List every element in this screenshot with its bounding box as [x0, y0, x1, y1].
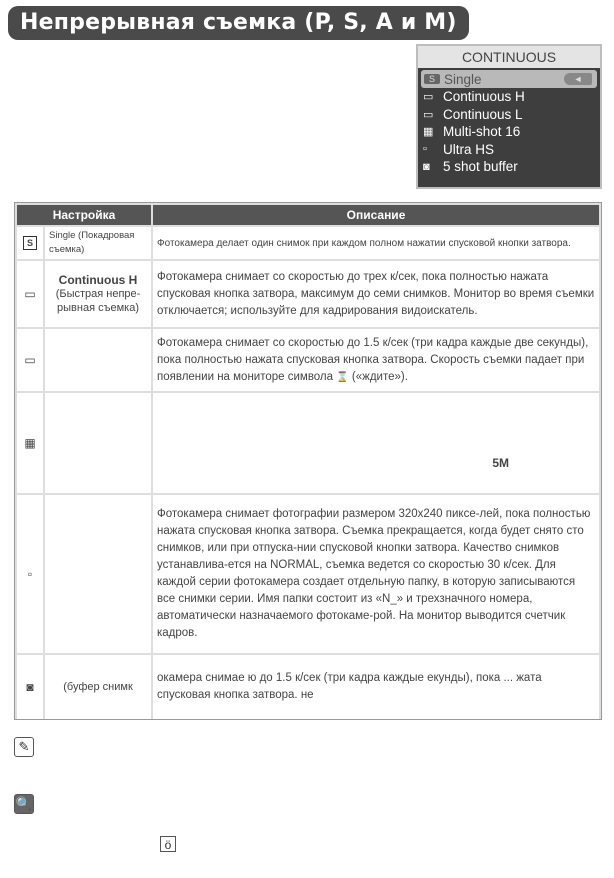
- menu-item-label: Single: [444, 71, 482, 87]
- setting-name-sub: (Быстрая непре- рывная съемка): [55, 288, 141, 314]
- table-row: [17, 227, 599, 259]
- setting-description: Фотокамера снимает фотографии размером 320x240 пиксе-лей, пока полностью нажата спусковая кнопка затвора. Съемка прекращается, когда будет снято сто снимков, или при отпуска-нии спусковой кнопки затвора. Качество снимков устанавлива-ется на NORMAL, съемка ведется со скоростью 30 к/сек. Для каждой серии фотокамера создает отдельную папку, в которую записываются все снимки серии. Имя папки состоит из «N_» и трехзначного номера, автоматически назначаемого фотокаме-рой. На монитор выводится счетчик кадров.: [153, 495, 599, 653]
- continuous-icon: ▭: [17, 261, 43, 327]
- continuous-icon: ▭: [423, 91, 434, 104]
- setting-name: Single (Покадровая съемка): [45, 227, 151, 259]
- owl-icon: ö: [160, 836, 176, 852]
- setting-description: Фотокамера делает один снимок при каждом полном нажатии спусковой кнопки затвора.: [153, 227, 599, 259]
- 5m-icon: 5M: [492, 455, 509, 470]
- ultra-hs-icon: ▫: [17, 495, 43, 653]
- table-row: [17, 261, 599, 327]
- menu-item-label: Multi-shot 16: [443, 124, 521, 140]
- page-title: Непрерывная съемка (P, S, A и M): [8, 6, 469, 40]
- menu-item-ultra-hs[interactable]: [418, 141, 600, 159]
- menu-item-label: 5 shot buffer: [443, 159, 518, 175]
- continuous-menu: [416, 44, 602, 189]
- menu-item-label: Continuous L: [443, 106, 523, 122]
- menu-item-multi-shot[interactable]: [418, 123, 600, 141]
- setting-description: окамера снимае ю до 1.5 к/сек (три кадра каждые екунды), пока ... жата спусковая кнопка затвора. не: [153, 655, 599, 719]
- menu-item-continuous-h[interactable]: [418, 88, 600, 106]
- pencil-icon: ✎: [14, 737, 34, 757]
- setting-description-end: («ждите»).: [351, 370, 408, 383]
- buffer-icon: ◙: [17, 655, 43, 719]
- hourglass-icon: ⌛: [336, 371, 349, 383]
- menu-item-label: Continuous H: [443, 89, 525, 105]
- back-icon: ◄: [564, 73, 592, 85]
- table-row: [17, 329, 599, 391]
- table-row: [17, 655, 599, 719]
- setting-name: [45, 329, 151, 391]
- multi-shot-icon: ▦: [17, 393, 43, 493]
- multi-shot-icon: ▦: [423, 126, 434, 139]
- table-row: [17, 495, 599, 653]
- setting-name: (буфер снимк: [45, 655, 151, 719]
- setting-description: Фотокамера снимает со скоростью до трех к/сек, пока полностью нажата спусковая кнопка затвора, максимум до семи снимков. Монитор во время съемки отключается; используйте для кадрирования видоискатель.: [153, 261, 599, 327]
- menu-item-label: Ultra HS: [443, 141, 495, 157]
- menu-item-single[interactable]: [421, 70, 597, 88]
- single-frame-icon: S: [23, 236, 37, 250]
- table-header-setting: Настройка: [17, 205, 151, 225]
- continuous-icon: ▭: [17, 329, 43, 391]
- menu-item-continuous-l[interactable]: [418, 106, 600, 124]
- menu-item-5-shot-buffer[interactable]: [418, 158, 600, 176]
- menu-title: CONTINUOUS: [418, 46, 600, 68]
- setting-name: [45, 393, 151, 493]
- setting-description: Фотокамера снимает со скоростью до 1.5 к/сек (три кадра каждые две секунды), пока полностью нажата спусковая кнопка затвора. Скорость съемки падает при появлении на мониторе символа: [157, 336, 589, 383]
- table-row: [17, 393, 599, 493]
- single-frame-icon: S: [424, 74, 440, 84]
- setting-name: [45, 495, 151, 653]
- magnifier-icon: 🔍: [14, 794, 34, 814]
- settings-table: [14, 202, 602, 720]
- setting-name: Continuous H: [58, 273, 138, 287]
- continuous-icon: ▭: [423, 108, 434, 121]
- buffer-icon: ◙: [423, 160, 430, 173]
- table-header-description: Описание: [153, 205, 599, 225]
- ultra-hs-icon: ▫: [423, 143, 427, 156]
